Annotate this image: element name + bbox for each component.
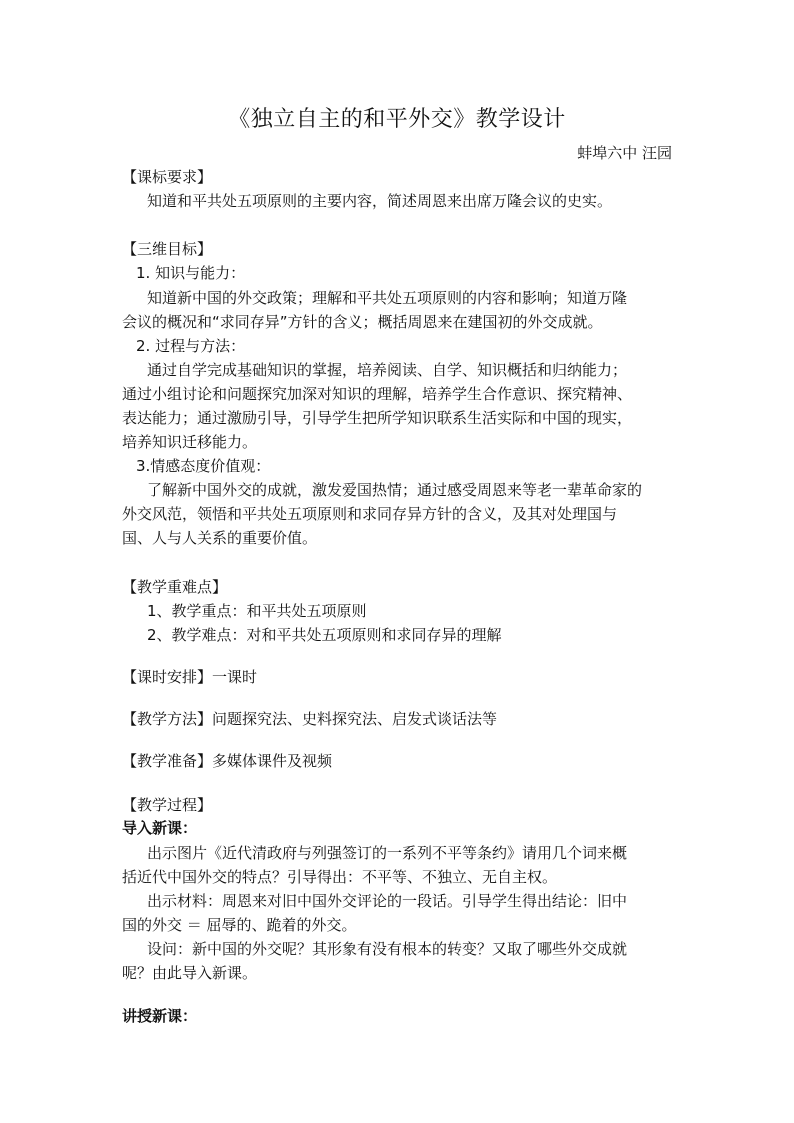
sanwei-item3-line: 了解新中国外交的成就，激发爱国热情；通过感受周恩来等老一辈革命家的 bbox=[147, 481, 643, 499]
sanwei-item2-line: 培养知识迁移能力。 bbox=[122, 433, 258, 451]
guocheng-para2-line: 出示材料：周恩来对旧中国外交评论的一段话。引导学生得出结论：旧中 bbox=[147, 892, 628, 910]
zhongnan-line: 1、教学重点：和平共处五项原则 bbox=[147, 602, 367, 620]
sanwei-item3-label: 3.情感态度价值观： bbox=[136, 457, 271, 475]
guocheng-para3-line: 呢？由此导入新课。 bbox=[122, 964, 258, 982]
section-heading-zhongnan: 【教学重难点】 bbox=[122, 578, 228, 596]
sanwei-item1-line: 知道新中国的外交政策；理解和平共处五项原则的内容和影响；知道万隆 bbox=[147, 289, 628, 307]
sanwei-item2-line: 表达能力；通过激励引导，引导学生把所学知识联系生活实际和中国的现实， bbox=[122, 409, 633, 427]
sanwei-item2-label: 2. 过程与方法： bbox=[136, 337, 246, 355]
sanwei-item1-line: 会议的概况和“求同存异”方针的含义；概括周恩来在建国初的外交成就。 bbox=[122, 313, 603, 331]
sanwei-item3-line: 国、人与人关系的重要价值。 bbox=[122, 529, 318, 547]
sanwei-item1-label: 1. 知识与能力： bbox=[136, 264, 246, 282]
sanwei-item2-line: 通过自学完成基础知识的掌握，培养阅读、自学、知识概括和归纳能力； bbox=[147, 361, 628, 379]
sanwei-item2-line: 通过小组讨论和问题探究加深对知识的理解，培养学生合作意识、探究精神、 bbox=[122, 385, 633, 403]
guocheng-para1-line: 出示图片《近代清政府与列强签订的一系列不平等条约》请用几个词来概 bbox=[147, 844, 628, 862]
keshi-line: 【课时安排】一课时 bbox=[122, 668, 258, 686]
zhunbei-line: 【教学准备】多媒体课件及视频 bbox=[122, 752, 333, 770]
guocheng-para3-line: 设问：新中国的外交呢？其形象有没有根本的转变？又取了哪些外交成就 bbox=[147, 940, 628, 958]
document-title: 《独立自主的和平外交》教学设计 bbox=[228, 107, 566, 132]
guocheng-para2-line: 国的外交 ＝ 屈辱的、跪着的外交。 bbox=[122, 916, 357, 934]
zhongnan-line: 2、教学难点：对和平共处五项原则和求同存异的理解 bbox=[147, 626, 502, 644]
kebiao-text: 知道和平共处五项原则的主要内容，简述周恩来出席万隆会议的史实。 bbox=[147, 192, 613, 210]
new-lesson-label: 讲授新课： bbox=[122, 1007, 198, 1025]
sanwei-item3-line: 外交风范，领悟和平共处五项原则和求同存异方针的含义，及其对处理国与 bbox=[122, 505, 618, 523]
section-heading-guocheng: 【教学过程】 bbox=[122, 796, 213, 814]
section-heading-sanwei: 【三维目标】 bbox=[122, 240, 213, 258]
guocheng-para1-line: 括近代中国外交的特点？引导得出：不平等、不独立、无自主权。 bbox=[122, 868, 558, 886]
author-line: 蚌埠六中 汪园 bbox=[577, 144, 672, 162]
section-heading-kebiao: 【课标要求】 bbox=[122, 168, 213, 186]
intro-label: 导入新课： bbox=[122, 819, 198, 837]
fangfa-line: 【教学方法】问题探究法、史料探究法、启发式谈话法等 bbox=[122, 710, 498, 728]
